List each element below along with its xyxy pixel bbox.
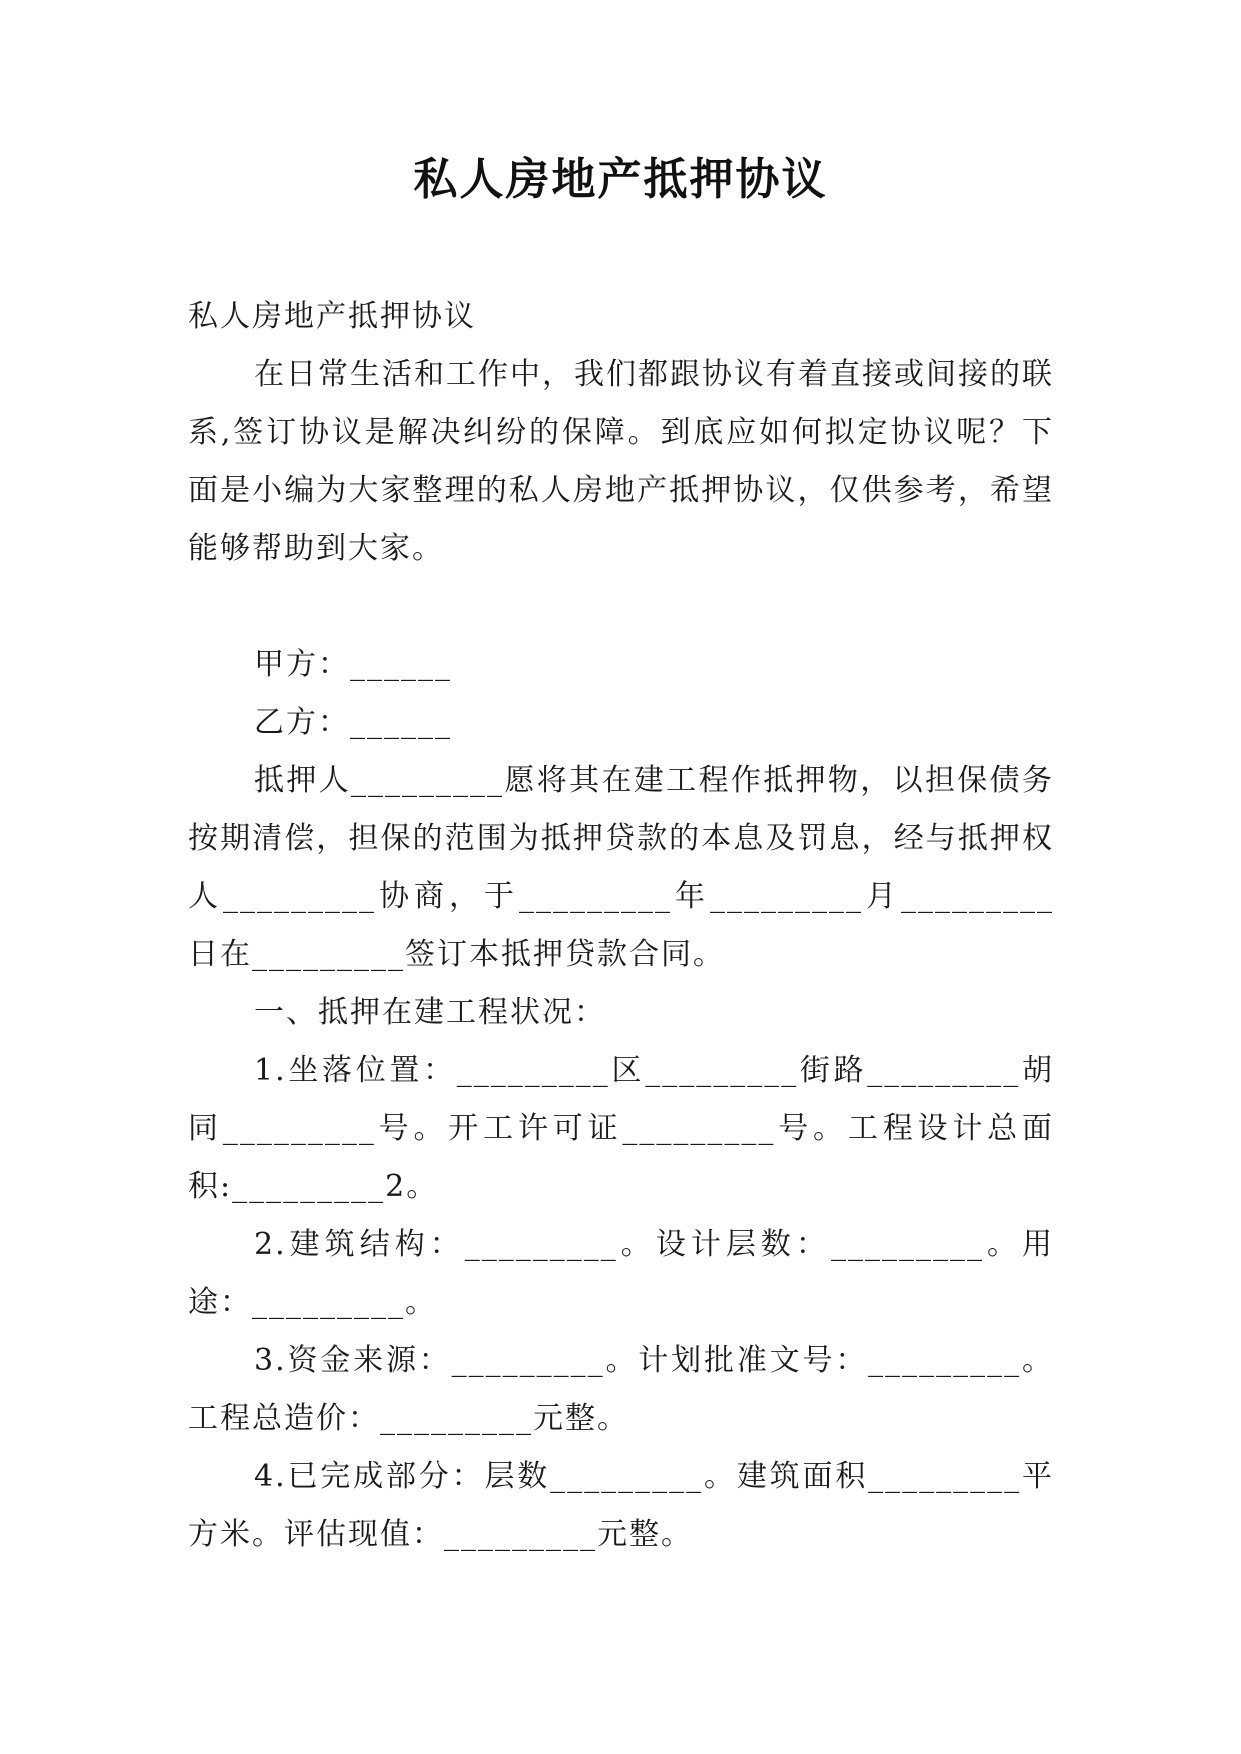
document-title: 私人房地产抵押协议 bbox=[413, 154, 828, 205]
item-4-completed: 4.已完成部分：层数_________。建筑面积_________平方米。评估现值：_________元整。 bbox=[188, 1459, 1054, 1552]
intro-paragraph: 在日常生活和工作中，我们都跟协议有着直接或间接的联系,签订协议是解决纠纷的保障。到底应如何拟定协议呢？下面是小编为大家整理的私人房地产抵押协议，仅供参考，希望能够帮助到大家。 bbox=[188, 357, 1054, 566]
document-subtitle: 私人房地产抵押协议 bbox=[188, 299, 476, 334]
item-3-funding: 3.资金来源：_________。计划批准文号：_________。工程总造价：_________元整。 bbox=[188, 1343, 1054, 1436]
party-b-line: 乙方：______ bbox=[254, 705, 452, 740]
item-2-structure: 2.建筑结构：_________。设计层数：_________。用途：_________。 bbox=[188, 1227, 1054, 1320]
item-1-location: 1.坐落位置：_________区_________街路_________胡同_________号。开工许可证_________号。工程设计总面积:_________2。 bbox=[188, 1053, 1054, 1204]
document-body bbox=[188, 288, 1054, 1564]
party-a-line: 甲方：______ bbox=[254, 647, 452, 682]
section-1-heading: 一、抵押在建工程状况： bbox=[254, 995, 606, 1030]
clause-intro-paragraph: 抵押人_________愿将其在建工程作抵押物，以担保债务按期清偿，担保的范围为抵押贷款的本息及罚息，经与抵押权人_________协商，于_________年_________月_________日在_________签订本抵押贷款合同。 bbox=[188, 763, 1054, 972]
